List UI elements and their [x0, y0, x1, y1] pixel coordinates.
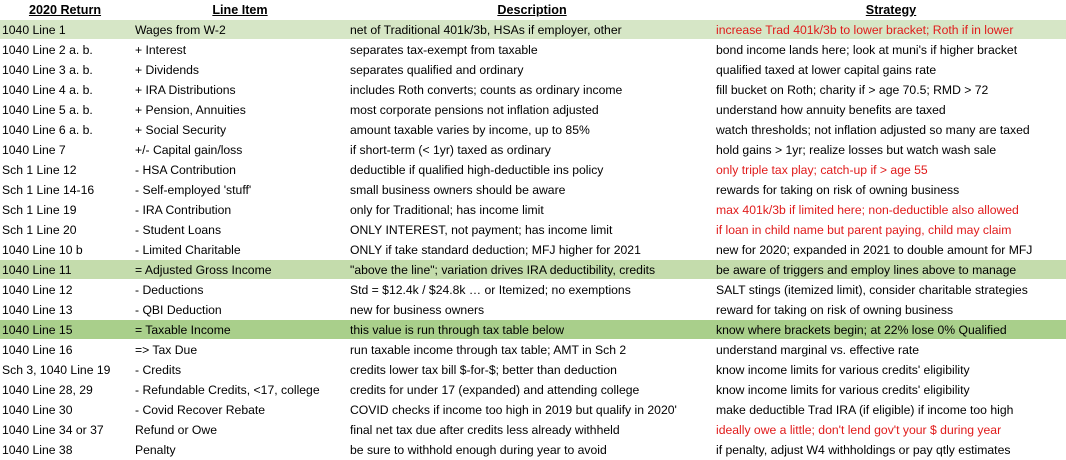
cell-strategy[interactable]: be aware of triggers and employ lines above to manage	[716, 263, 1017, 277]
cell-description[interactable]: ONLY INTEREST, not payment; has income limit	[350, 223, 613, 237]
table-row	[0, 300, 1066, 320]
cell-strategy[interactable]: hold gains > 1yr; realize losses but watch wash sale	[716, 143, 997, 157]
header-description[interactable]: Description	[497, 3, 567, 17]
cell-line-item[interactable]: - HSA Contribution	[135, 163, 236, 177]
cell-description[interactable]: separates qualified and ordinary	[350, 63, 524, 77]
table-row	[0, 20, 1066, 40]
table-row	[0, 260, 1066, 280]
cell-strategy[interactable]: new for 2020; expanded in 2021 to double amount for MFJ	[716, 243, 1033, 257]
cell-description[interactable]: only for Traditional; has income limit	[350, 203, 544, 217]
cell-line-item[interactable]: - Covid Recover Rebate	[135, 403, 266, 417]
cell-line-item[interactable]: = Adjusted Gross Income	[135, 263, 272, 277]
cell-line-item[interactable]: Penalty	[135, 443, 176, 457]
cell-line-item[interactable]: => Tax Due	[135, 343, 198, 357]
cell-description[interactable]: run taxable income through tax table; AMT in Sch 2	[350, 343, 627, 357]
cell-strategy[interactable]: make deductible Trad IRA (if eligible) if income too high	[716, 403, 1014, 417]
table-row	[0, 380, 1066, 400]
cell-description[interactable]: deductible if qualified high-deductible ins policy	[350, 163, 604, 177]
cell-description[interactable]: includes Roth converts; counts as ordinary income	[350, 83, 623, 97]
cell-line-item[interactable]: + Interest	[135, 43, 187, 57]
header-strategy[interactable]: Strategy	[865, 3, 917, 17]
header-return[interactable]: 2020 Return	[28, 3, 102, 17]
cell-return-line[interactable]: Sch 1 Line 14-16	[2, 183, 95, 197]
cell-strategy[interactable]: understand how annuity benefits are taxed	[716, 103, 946, 117]
cell-strategy[interactable]: rewards for taking on risk of owning business	[716, 183, 960, 197]
cell-line-item[interactable]: Refund or Owe	[135, 423, 217, 437]
table-row	[0, 100, 1066, 120]
table-row	[0, 120, 1066, 140]
cell-line-item[interactable]: = Taxable Income	[135, 323, 231, 337]
table-row	[0, 180, 1066, 200]
cell-strategy[interactable]: know where brackets begin; at 22% lose 0% Qualified	[716, 323, 1007, 337]
cell-return-line[interactable]: 1040 Line 34 or 37	[2, 423, 104, 437]
cell-return-line[interactable]: 1040 Line 4 a. b.	[2, 83, 93, 97]
cell-return-line[interactable]: Sch 3, 1040 Line 19	[2, 363, 111, 377]
cell-strategy[interactable]: increase Trad 401k/3b to lower bracket; Roth if in lower	[716, 23, 1014, 37]
cell-description[interactable]: final net tax due after credits less already withheld	[350, 423, 620, 437]
cell-description[interactable]: credits lower tax bill $-for-$; better than deduction	[350, 363, 617, 377]
cell-description[interactable]: be sure to withhold enough during year to avoid	[350, 443, 607, 457]
cell-line-item[interactable]: + Pension, Annuities	[135, 103, 246, 117]
cell-strategy[interactable]: fill bucket on Roth; charity if > age 70.5; RMD > 72	[716, 83, 989, 97]
cell-line-item[interactable]: - IRA Contribution	[135, 203, 232, 217]
cell-return-line[interactable]: 1040 Line 15	[2, 323, 73, 337]
cell-line-item[interactable]: - Deductions	[135, 283, 204, 297]
cell-line-item[interactable]: + IRA Distributions	[135, 83, 236, 97]
cell-strategy[interactable]: qualified taxed at lower capital gains rate	[716, 63, 937, 77]
cell-line-item[interactable]: + Social Security	[135, 123, 227, 137]
cell-line-item[interactable]: - Self-employed 'stuff'	[135, 183, 252, 197]
cell-return-line[interactable]: 1040 Line 38	[2, 443, 73, 457]
cell-strategy[interactable]: reward for taking on risk of owning business	[716, 303, 954, 317]
cell-return-line[interactable]: 1040 Line 10 b	[2, 243, 83, 257]
cell-strategy[interactable]: bond income lands here; look at muni's if higher bracket	[716, 43, 1018, 57]
cell-return-line[interactable]: 1040 Line 7	[2, 143, 66, 157]
cell-strategy[interactable]: ideally owe a little; don't lend gov't your $ during year	[716, 423, 1002, 437]
cell-description[interactable]: new for business owners	[350, 303, 485, 317]
cell-strategy[interactable]: max 401k/3b if limited here; non-deductible also allowed	[716, 203, 1019, 217]
cell-line-item[interactable]: - Credits	[135, 363, 182, 377]
table-row	[0, 420, 1066, 440]
cell-description[interactable]: most corporate pensions not inflation adjusted	[350, 103, 599, 117]
table-row	[0, 60, 1066, 80]
cell-return-line[interactable]: 1040 Line 1	[2, 23, 66, 37]
cell-description[interactable]: net of Traditional 401k/3b, HSAs if employer, other	[350, 23, 622, 37]
cell-strategy[interactable]: understand marginal vs. effective rate	[716, 343, 920, 357]
cell-description[interactable]: ONLY if take standard deduction; MFJ higher for 2021	[350, 243, 641, 257]
table-row	[0, 220, 1066, 240]
cell-line-item[interactable]: + Dividends	[135, 63, 200, 77]
cell-line-item[interactable]: - Refundable Credits, <17, college	[135, 383, 320, 397]
cell-line-item[interactable]: - Limited Charitable	[135, 243, 241, 257]
cell-return-line[interactable]: Sch 1 Line 19	[2, 203, 77, 217]
cell-strategy[interactable]: know income limits for various credits' eligibility	[716, 383, 970, 397]
table-row	[0, 240, 1066, 260]
cell-return-line[interactable]: 1040 Line 28, 29	[2, 383, 93, 397]
table-row	[0, 360, 1066, 380]
table-row	[0, 320, 1066, 340]
cell-return-line[interactable]: 1040 Line 6 a. b.	[2, 123, 93, 137]
cell-description[interactable]: COVID checks if income too high in 2019 but qualify in 2020'	[350, 403, 677, 417]
cell-return-line[interactable]: 1040 Line 3 a. b.	[2, 63, 93, 77]
header-row	[0, 0, 1066, 20]
cell-description[interactable]: Std = $12.4k / $24.8k … or Itemized; no exemptions	[350, 283, 631, 297]
cell-return-line[interactable]: Sch 1 Line 20	[2, 223, 77, 237]
table-row	[0, 140, 1066, 160]
cell-description[interactable]: separates tax-exempt from taxable	[350, 43, 538, 57]
cell-return-line[interactable]: Sch 1 Line 12	[2, 163, 77, 177]
cell-strategy[interactable]: watch thresholds; not inflation adjusted so many are taxed	[716, 123, 1030, 137]
cell-strategy[interactable]: if penalty, adjust W4 withholdings or pay qtly estimates	[716, 443, 1011, 457]
cell-strategy[interactable]: only triple tax play; catch-up if > age 55	[716, 163, 928, 177]
header-line-item[interactable]: Line Item	[212, 3, 268, 17]
table-row	[0, 440, 1066, 460]
cell-line-item[interactable]: Wages from W-2	[135, 23, 226, 37]
cell-line-item[interactable]: +/- Capital gain/loss	[135, 143, 243, 157]
table-row	[0, 200, 1066, 220]
cell-return-line[interactable]: 1040 Line 5 a. b.	[2, 103, 93, 117]
cell-description[interactable]: credits for under 17 (expanded) and attending college	[350, 383, 640, 397]
cell-line-item[interactable]: - QBI Deduction	[135, 303, 222, 317]
cell-strategy[interactable]: SALT stings (itemized limit), consider charitable strategies	[716, 283, 1028, 297]
cell-return-line[interactable]: 1040 Line 2 a. b.	[2, 43, 93, 57]
table-row	[0, 400, 1066, 420]
table-row	[0, 340, 1066, 360]
cell-description[interactable]: "above the line"; variation drives IRA deductibility, credits	[350, 263, 656, 277]
table-row	[0, 80, 1066, 100]
cell-return-line[interactable]: 1040 Line 12	[2, 283, 73, 297]
cell-return-line[interactable]: 1040 Line 11	[2, 263, 72, 277]
cell-description[interactable]: this value is run through tax table below	[350, 323, 565, 337]
cell-description[interactable]: if short-term (< 1yr) taxed as ordinary	[350, 143, 551, 157]
table-row	[0, 280, 1066, 300]
cell-return-line[interactable]: 1040 Line 30	[2, 403, 73, 417]
cell-return-line[interactable]: 1040 Line 16	[2, 343, 73, 357]
cell-description[interactable]: small business owners should be aware	[350, 183, 566, 197]
cell-description[interactable]: amount taxable varies by income, up to 85%	[350, 123, 590, 137]
cell-line-item[interactable]: - Student Loans	[135, 223, 222, 237]
cell-strategy[interactable]: know income limits for various credits' eligibility	[716, 363, 970, 377]
table-row	[0, 160, 1066, 180]
cell-return-line[interactable]: 1040 Line 13	[2, 303, 73, 317]
cell-strategy[interactable]: if loan in child name but parent paying, child may claim	[716, 223, 1012, 237]
table-row	[0, 40, 1066, 60]
